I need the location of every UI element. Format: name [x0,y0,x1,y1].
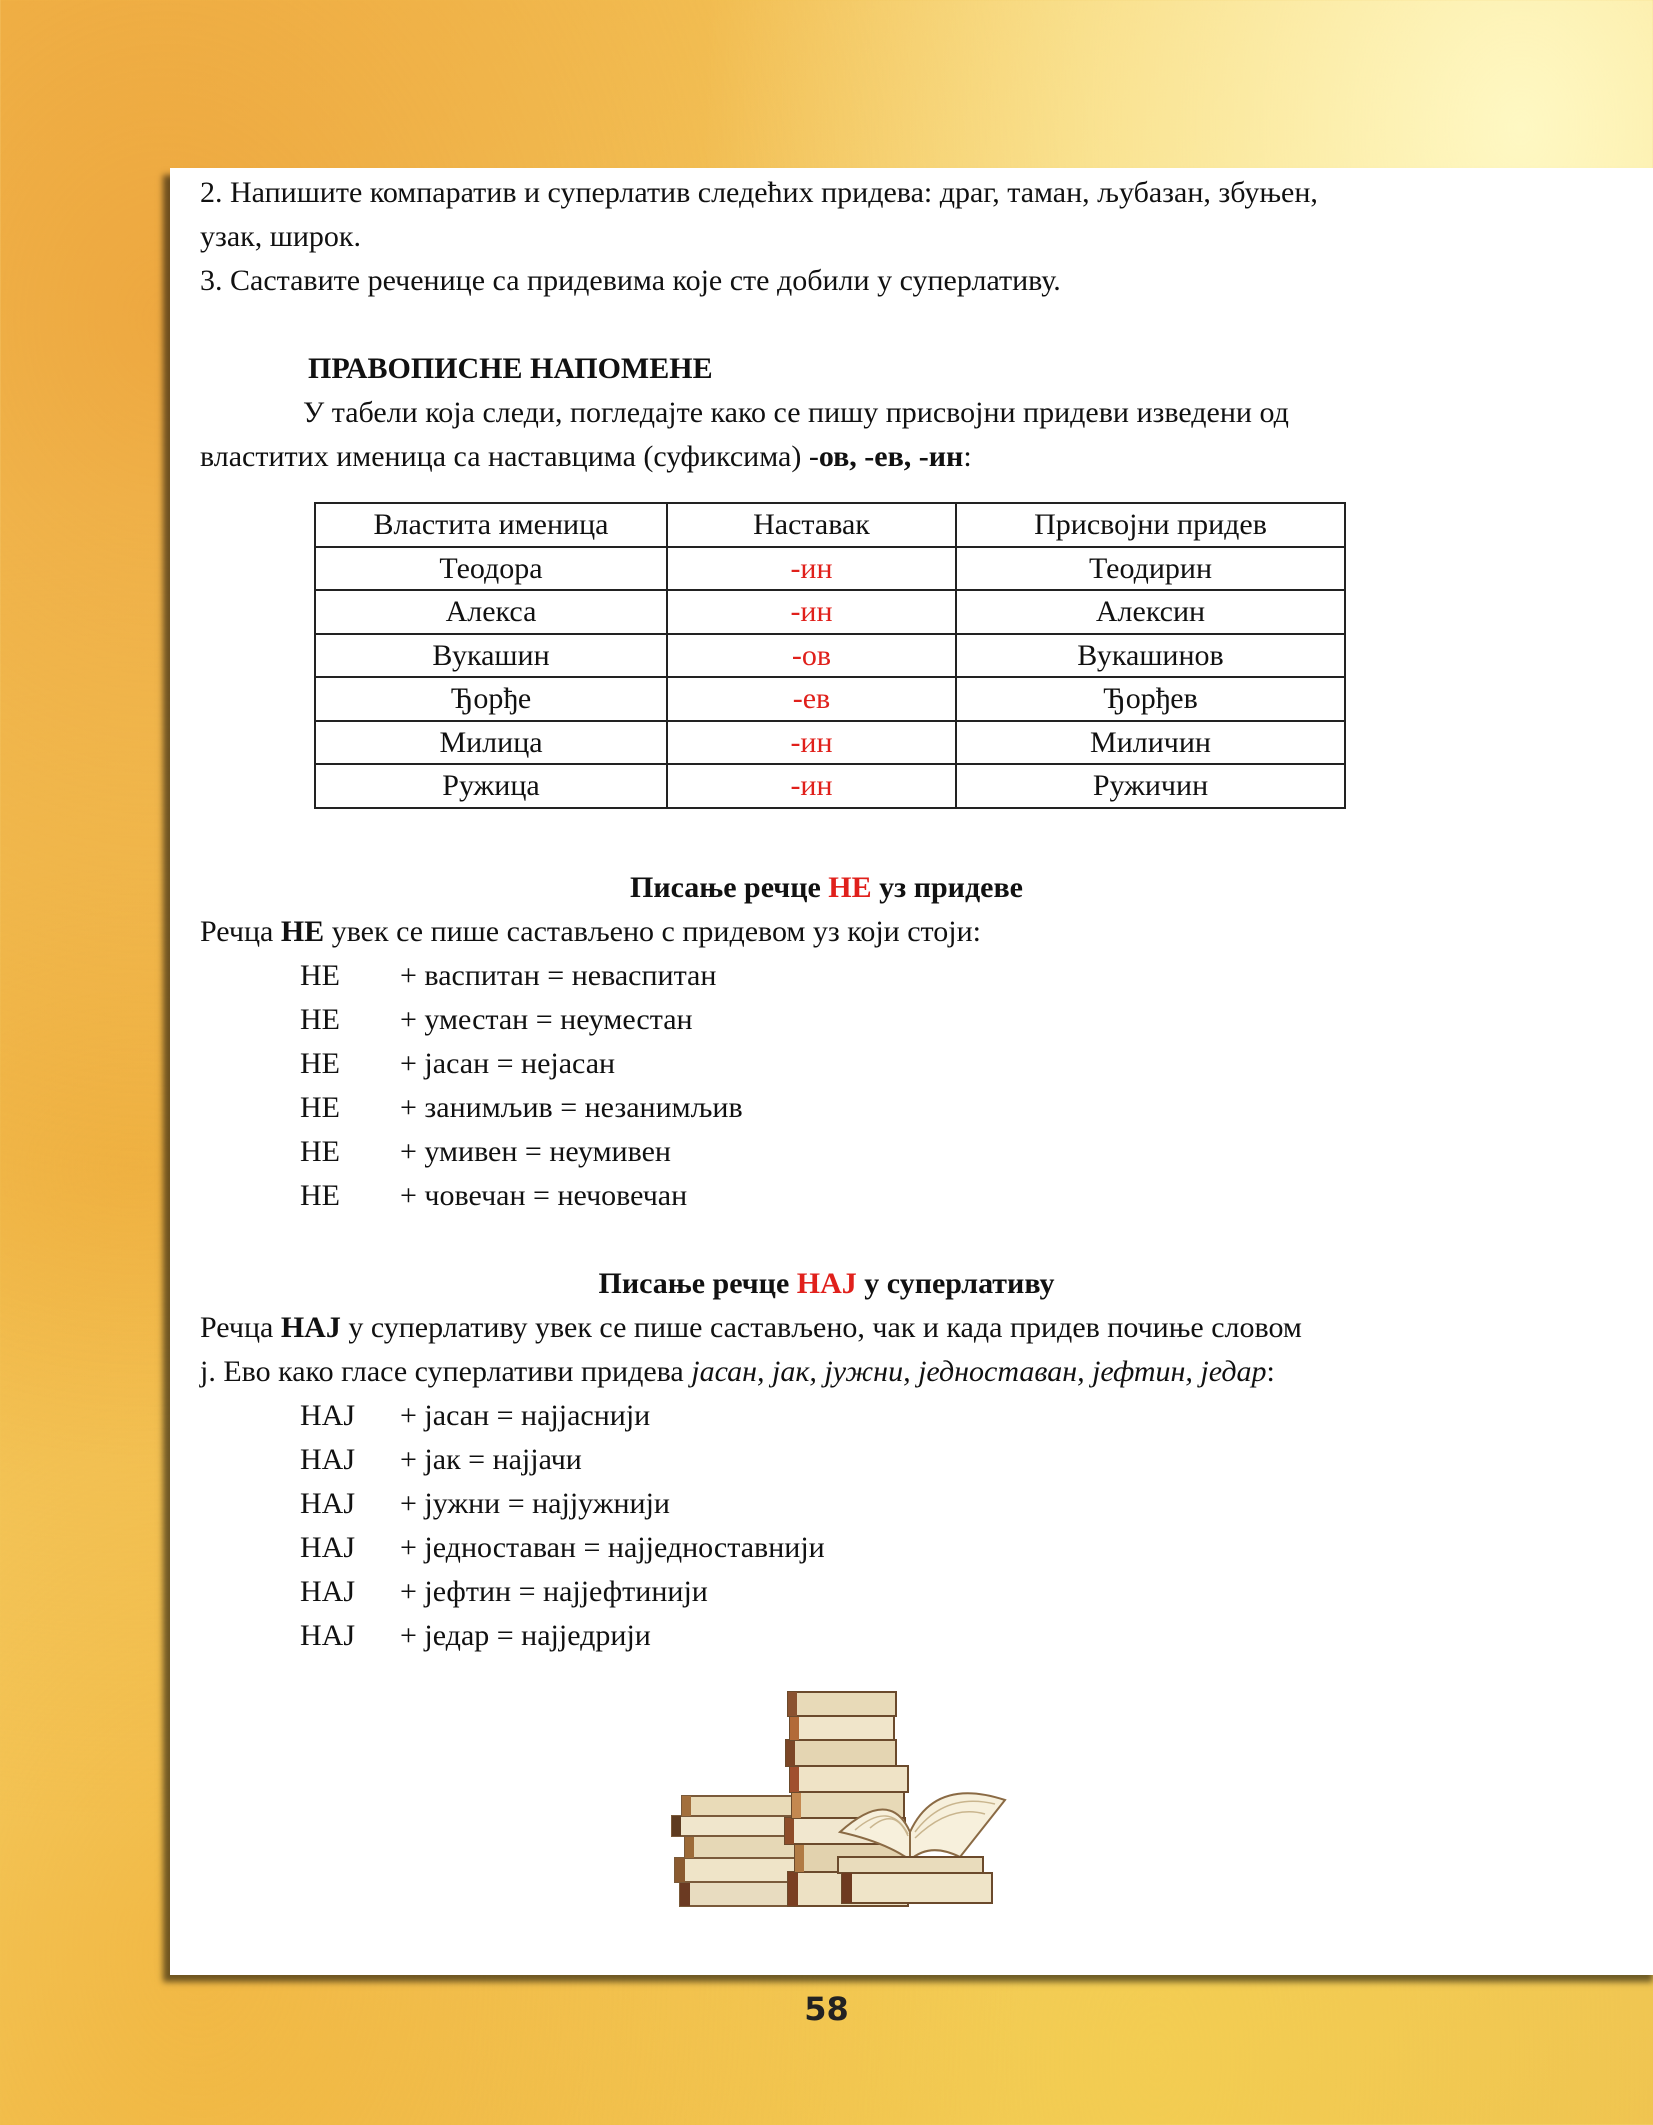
table-cell-adjective: Миличин [956,721,1345,765]
table-row [315,764,1345,808]
naj-section [200,1262,1460,1658]
ne-section [200,866,1460,1218]
table-cell-adjective: Ђорђев [956,677,1345,721]
naj-section-title: Писање речце НАЈ у суперлативу [598,1267,1055,1300]
spelling-notes [200,347,1460,479]
spelling-notes-title: ПРАВОПИСНЕ НАПОМЕНЕ [308,352,713,385]
spelling-intro-line1: У табели која следи, погледајте како се пишу присвојни придеви изведени од [303,396,1289,429]
table-cell-suffix: -ин [667,590,956,634]
list-item: НАЈ + јасан = најјаснији [300,1399,651,1432]
table-cell-suffix: -ин [667,547,956,591]
exercise-2-line1: 2. Напишите компаратив и суперлатив следећих придева: драг, таман, љубазан, збуњен, [200,176,1318,209]
page-number: 58 [804,1990,849,2028]
spelling-intro-line2: властитих именица са наставцима (суфиксима) -ов, -ев, -ин: [200,440,972,473]
table-cell-suffix: -ев [667,677,956,721]
list-item: НЕ + човечан = нечовечан [300,1179,688,1212]
ne-rule: Речца НЕ увек се пише састављено с придевом уз који стоји: [200,915,981,948]
naj-rule-line1: Речца НАЈ у суперлативу увек се пише састављено, чак и када придев почиње словом [200,1311,1302,1344]
list-item: НЕ + јасан = нејасан [300,1047,616,1080]
table-cell-suffix: -ин [667,721,956,765]
table-header-cell: Наставак [667,503,956,547]
list-item: НЕ + умивен = неумивен [300,1135,671,1168]
list-item: НАЈ + једар = најједрији [300,1619,651,1652]
table-cell-name: Ђорђе [315,677,667,721]
suffix-table [314,502,1346,809]
naj-rule-line2: ј. Ево како гласе суперлативи придева јасан, јак, јужни, једноставан, јефтин, једар: [200,1355,1275,1388]
table-header-cell: Властита именица [315,503,667,547]
table-cell-suffix: -ов [667,634,956,678]
list-item: НАЈ + јак = најјачи [300,1443,582,1476]
exercise-list [200,171,1460,303]
table-cell-adjective: Ружичин [956,764,1345,808]
table-row [315,721,1345,765]
table-row [315,547,1345,591]
list-item: НАЈ + једноставан = најједноставнији [300,1531,825,1564]
list-item: НАЈ + јужни = најјужнији [300,1487,670,1520]
table-cell-suffix: -ин [667,764,956,808]
table-cell-adjective: Вукашинов [956,634,1345,678]
table-cell-name: Милица [315,721,667,765]
list-item: НЕ + уместан = неуместан [300,1003,693,1036]
exercise-2-line2: узак, широк. [200,220,361,253]
table-header-cell: Присвојни придев [956,503,1345,547]
table-header-row [315,503,1345,547]
table-row [315,590,1345,634]
list-item: НЕ + занимљив = незанимљив [300,1091,743,1124]
books-illustration [660,1682,1040,1912]
table-cell-name: Алекса [315,590,667,634]
ne-section-title: Писање речце НЕ уз придеве [630,871,1023,904]
table-cell-name: Теодора [315,547,667,591]
table-cell-adjective: Алексин [956,590,1345,634]
table-row [315,634,1345,678]
table-row [315,677,1345,721]
suffix-list: ов, -ев, -ин [818,440,964,473]
table-cell-name: Вукашин [315,634,667,678]
list-item: НЕ + васпитан = неваспитан [300,959,717,992]
table-cell-name: Ружица [315,764,667,808]
exercise-3: 3. Саставите реченице са придевима које сте добили у суперлативу. [200,264,1061,297]
list-item: НАЈ + јефтин = најјефтинији [300,1575,708,1608]
table-cell-adjective: Теодирин [956,547,1345,591]
